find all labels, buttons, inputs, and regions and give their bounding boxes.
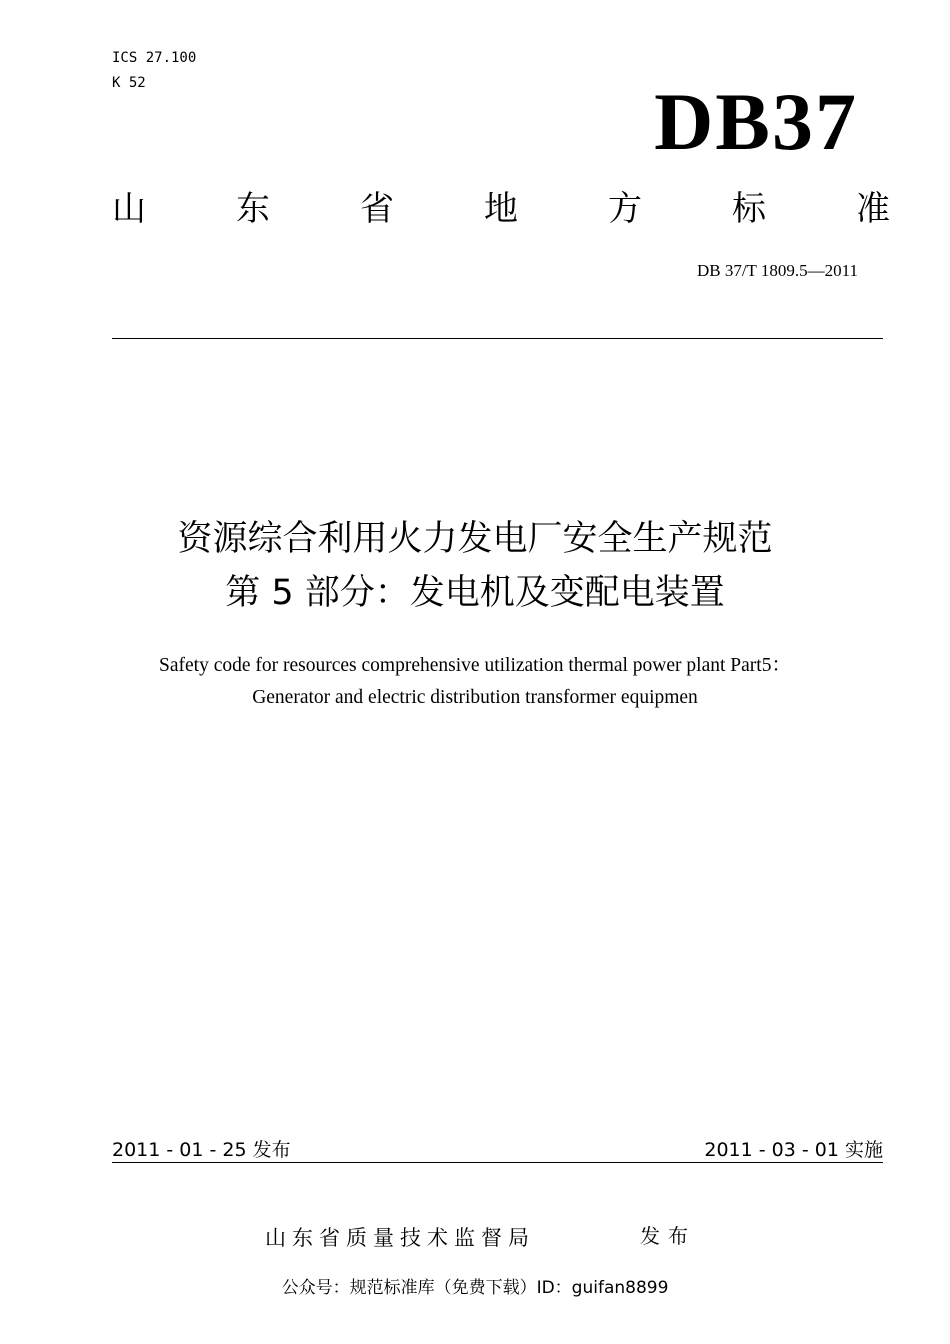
footer-note: 公众号：规范标准库（免费下载）ID：guifan8899 [281,1278,669,1298]
standard-type-char: 地 [484,189,518,229]
bottom-divider [112,1162,883,1163]
ics-code: ICS 27.100 [112,50,197,66]
standard-type-char: 标 [732,189,766,229]
issue-date: 2011 - 01 - 25 发布 [112,1139,291,1161]
title-english-line-1: Safety code for resources comprehensive utilization thermal power plant Part5： [159,655,791,676]
db-logo: DB37 [654,76,858,167]
title-chinese [0,512,950,620]
standard-type-char: 东 [236,189,270,229]
publish-label: 发布 [640,1224,696,1248]
implementation-date: 2011 - 03 - 01 实施 [704,1139,883,1161]
publisher-name: 山东省质量技术监督局 [265,1226,535,1250]
standard-type-char: 山 [112,189,146,229]
standard-type-char: 省 [360,189,394,229]
top-divider [112,338,883,339]
ccs-code: K 52 [112,75,146,91]
standard-type [112,185,890,233]
title-chinese-line-1: 资源综合利用火力发电厂安全生产规范 [177,519,773,559]
standard-type-char: 方 [608,189,642,229]
title-chinese-line-2: 第 5 部分：发电机及变配电装置 [225,573,725,613]
standard-number: DB 37/T 1809.5—2011 [696,261,858,280]
title-english [0,650,950,714]
standard-type-char: 准 [856,189,890,229]
title-english-line-2: Generator and electric distribution transformer equipmen [252,687,698,708]
